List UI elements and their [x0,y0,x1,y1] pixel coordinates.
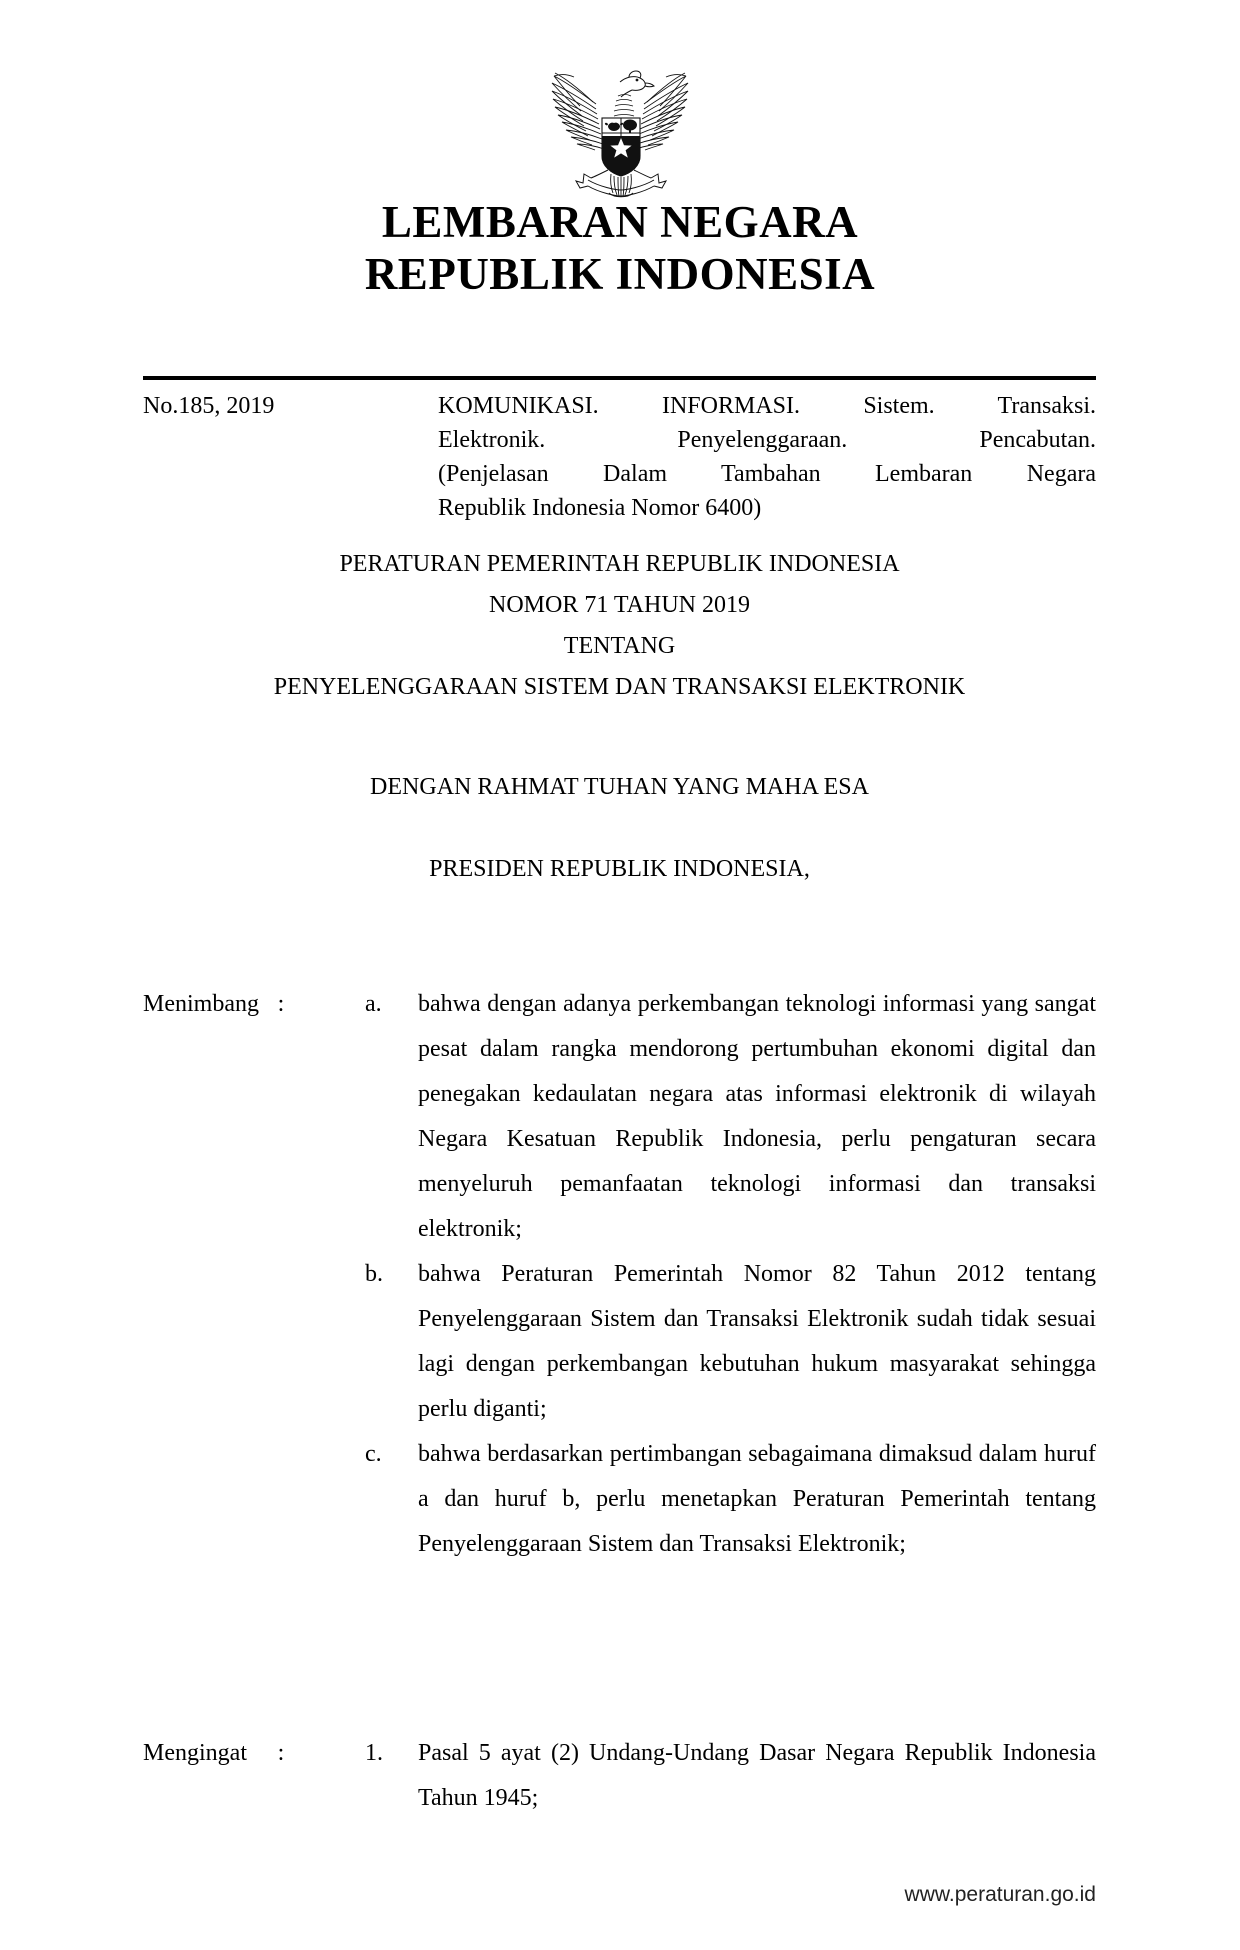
menimbang-item-text-a: bahwa dengan adanya perkembangan teknologi informasi yang sangat pesat dalam rangka mendorong pertumbuhan ekonomi digital dan penegakan kedaulatan negara atas informasi elektronik di wilayah Negara Kesatuan Republik Indonesia, perlu pengaturan secara menyeluruh pemanfaatan teknologi informasi dan transaksi elektronik; [418,991,1096,1242]
mengingat-item [143,1731,1096,1821]
signatory-line: PRESIDEN REPUBLIK INDONESIA, [429,856,810,882]
menimbang-item-text-b: bahwa Peraturan Pemerintah Nomor 82 Tahun 2012 tentang Penyelenggaraan Sistem dan Transaksi Elektronik sudah tidak sesuai lagi dengan perkembangan kebutuhan hukum masyarakat sehingga perlu diganti; [418,1261,1096,1422]
menimbang-item-list [143,982,1096,1567]
gazette-number: No.185, 2019 [143,393,275,419]
mengingat-item-marker-1: 1. [365,1740,383,1766]
menimbang-item [143,1252,1096,1432]
menimbang-item [143,982,1096,1252]
menimbang-item-text-c: bahwa berdasarkan pertimbangan sebagaimana dimaksud dalam huruf a dan huruf b, perlu menetapkan Peraturan Pemerintah tentang Penyelenggaraan Sistem dan Transaksi Elektronik; [418,1441,1096,1557]
title-line-subject: PENYELENGGARAAN SISTEM DAN TRANSAKSI ELEKTRONIK [273,674,966,700]
title-line-number: NOMOR 71 TAHUN 2019 [489,592,750,618]
menimbang-colon: : [277,991,285,1017]
blessing-line: DENGAN RAHMAT TUHAN YANG MAHA ESA [370,774,869,800]
title-line-tentang: TENTANG [563,633,676,659]
garuda-pancasila-icon [536,52,704,200]
subject-line-2: Elektronik. Penyelenggaraan. Pencabutan. [438,427,1096,453]
subject-keywords [438,389,1096,525]
menimbang-section [143,982,1096,1567]
footer-source-url: www.peraturan.go.id [904,1883,1096,1906]
mengingat-label: Mengingat [143,1740,247,1766]
menimbang-label: Menimbang [143,991,259,1017]
emblem-container [0,52,1240,200]
menimbang-item-marker-c: c. [365,1441,382,1467]
menimbang-item [143,1432,1096,1567]
mengingat-section [143,1731,1096,1821]
menimbang-item-marker-a: a. [365,991,382,1017]
masthead-divider [143,376,1096,380]
masthead-line-2: REPUBLIK INDONESIA [364,249,876,299]
menimbang-item-marker-b: b. [365,1261,383,1287]
title-line-authority: PERATURAN PEMERINTAH REPUBLIK INDONESIA [339,551,900,577]
regulation-title-block [143,544,1096,708]
subject-line-3: (Penjelasan Dalam Tambahan Lembaran Negara [438,461,1096,487]
masthead-line-1: LEMBARAN NEGARA [381,197,859,247]
subject-line-4: Republik Indonesia Nomor 6400) [438,495,762,521]
mengingat-item-list [143,1731,1096,1821]
mengingat-colon: : [277,1740,285,1766]
masthead-title [0,196,1240,300]
subject-line-1: KOMUNIKASI. INFORMASI. Sistem. Transaksi. [438,393,1096,419]
mengingat-item-text-1: Pasal 5 ayat (2) Undang-Undang Dasar Negara Republik Indonesia Tahun 1945; [418,1740,1096,1811]
